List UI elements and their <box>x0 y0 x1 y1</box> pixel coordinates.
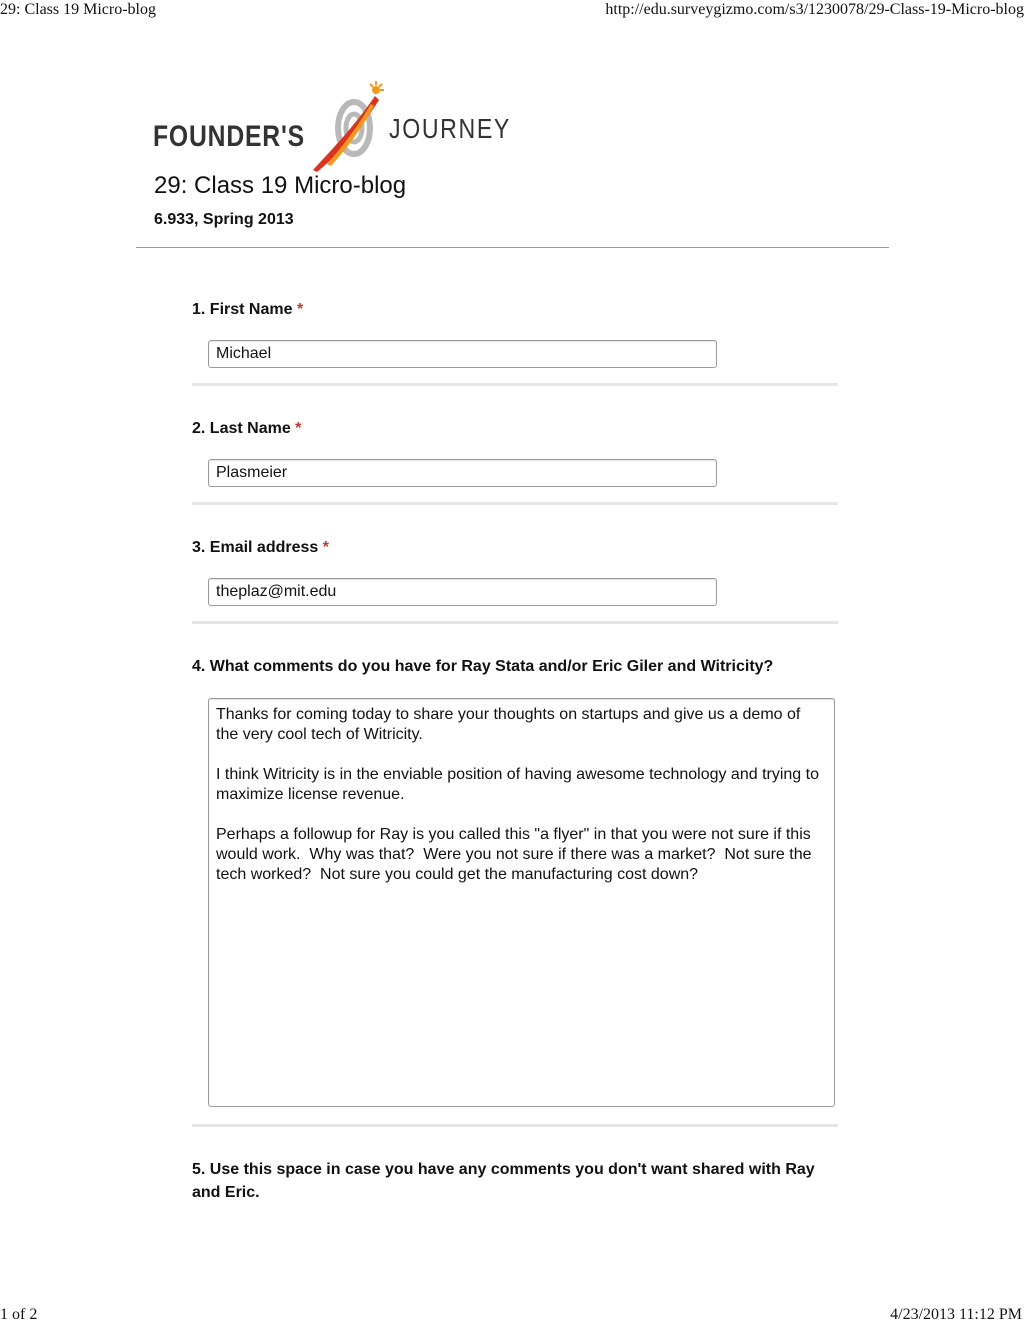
required-asterisk: * <box>322 539 329 556</box>
question-label: 4. What comments do you have for Ray Stata and/or Eric Giler and Witricity? <box>192 658 774 675</box>
last-name-field[interactable]: Plasmeier <box>208 459 717 487</box>
required-asterisk: * <box>295 420 302 437</box>
print-timestamp: 4/23/2013 11:12 PM <box>890 1306 1022 1323</box>
question-label: 3. Email address * <box>192 539 329 556</box>
logo-journey-text: JOURNEY <box>389 113 511 144</box>
question-email <box>192 536 838 559</box>
question-label: 5. Use this space in case you have any comments you don't want shared with Ray and Eric. <box>192 1161 815 1201</box>
question-separator <box>192 502 838 505</box>
print-url: http://edu.surveygizmo.com/s3/1230078/29-Class-19-Micro-blog <box>605 1 1024 18</box>
first-name-field[interactable]: Michael <box>208 340 717 368</box>
question-private-comments <box>192 1158 817 1204</box>
question-comments-speakers <box>192 655 838 678</box>
question-label: 1. First Name * <box>192 301 304 318</box>
question-label: 2. Last Name * <box>192 420 302 437</box>
logo-founders-text: FOUNDER'S <box>153 120 305 153</box>
survey-subtitle: 6.933, Spring 2013 <box>154 211 294 228</box>
print-page-count: 1 of 2 <box>0 1306 38 1323</box>
question-separator <box>192 621 838 624</box>
question-separator <box>192 383 838 386</box>
comments-speakers-textarea[interactable]: Thanks for coming today to share your thoughts on startups and give us a demo of the very cool tech of Witricity. I think Witricity is in the enviable position of having awesome technology and trying to maximize license revenue. Perhaps a followup for Ray is you called this "a flyer" in that you were not sure if this would work. Why was that? Were you not sure if there was a market? Not sure the tech worked? Not sure you could get the manufacturing cost down? <box>208 698 835 1107</box>
question-separator <box>192 1124 838 1127</box>
survey-title: 29: Class 19 Micro-blog <box>154 172 407 199</box>
question-last-name <box>192 417 838 440</box>
print-page-title: 29: Class 19 Micro-blog <box>0 1 156 18</box>
email-field[interactable]: theplaz@mit.edu <box>208 578 717 606</box>
required-asterisk: * <box>296 301 304 318</box>
question-first-name <box>192 298 838 321</box>
header-divider <box>136 247 889 248</box>
founders-journey-logo <box>153 78 513 173</box>
